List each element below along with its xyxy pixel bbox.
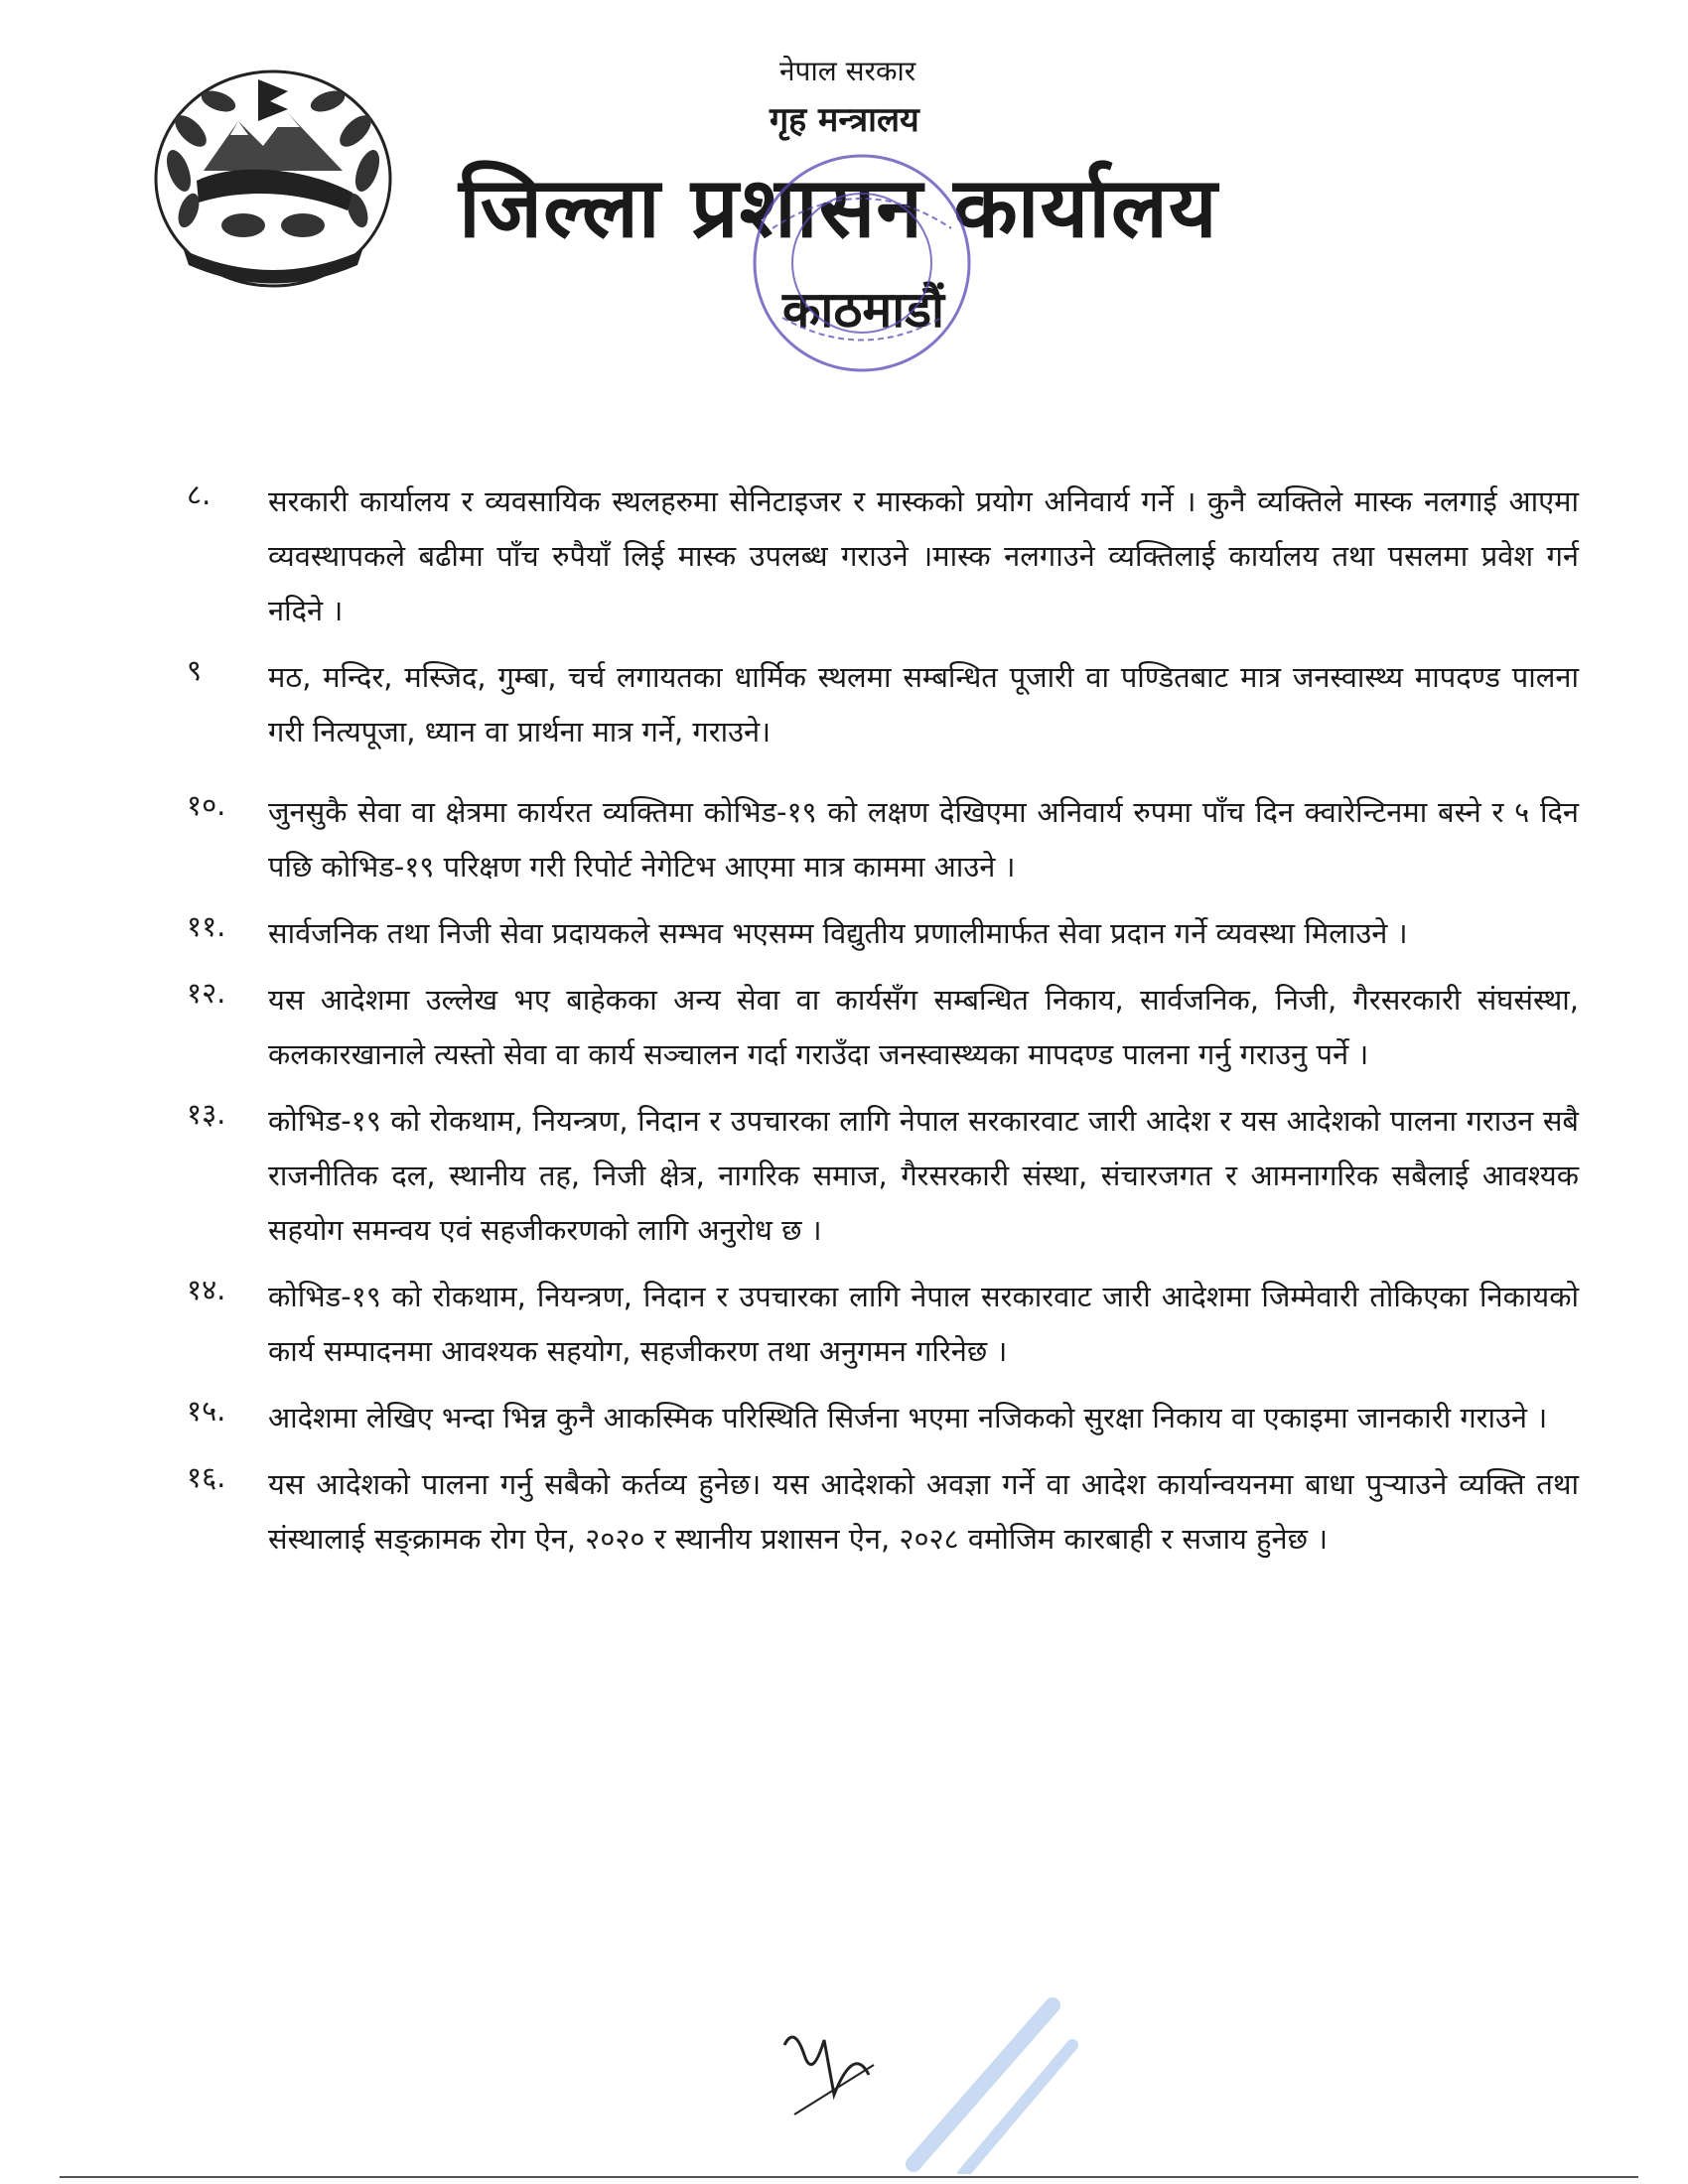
letterhead-city: काठमाडौं [782, 281, 944, 339]
item-text: जुनसुकै सेवा वा क्षेत्रमा कार्यरत व्यक्तिमा कोभिड-१९ को लक्षण देखिएमा अनिवार्य रुपमा पाँच दिन क्वारेन्टिनमा बस्ने र ५ दिन पछि कोभिड-१९ परिक्षण गरी रिपोर्ट नेगेटिभ आएमा मात्र काममा आउने । [268, 795, 1579, 884]
item-number: १५. [187, 1394, 226, 1428]
item-number: १६. [187, 1460, 226, 1494]
item-number: ९ [187, 653, 203, 687]
list-item [187, 906, 1579, 961]
item-number: १०. [187, 788, 226, 822]
item-number: ८. [187, 478, 211, 511]
list-item [187, 650, 1579, 759]
item-number: १२. [187, 976, 226, 1010]
item-text: यस आदेशमा उल्लेख भए बाहेकका अन्य सेवा वा कार्यसँग सम्बन्धित निकाय, सार्वजनिक, निजी, गैरसरकारी संघसंस्था, कलकारखानाले त्यस्तो सेवा वा कार्य सञ्चालन गर्दा गराउँदा जनस्वास्थ्यका मापदण्ड पालना गर्नु गराउनु पर्ने । [268, 983, 1579, 1071]
item-text: कोभिड-१९ को रोकथाम, नियन्त्रण, निदान र उपचारका लागि नेपाल सरकारवाट जारी आदेश र यस आदेशको पालना गराउन सबै राजनीतिक दल, स्थानीय तह, निजी क्षेत्र, नागरिक समाज, गैरसरकारी संस्था, संचारजगत र आमनागरिक सबैलाई आवश्यक सहयोग समन्वय एवं सहजीकरणको लागि अनुरोध छ । [268, 1104, 1579, 1247]
item-number: १३. [187, 1097, 226, 1131]
signature-stamp [765, 1985, 1082, 2174]
item-text: यस आदेशको पालना गर्नु सबैको कर्तव्य हुनेछ। यस आदेशको अवज्ञा गर्ने वा आदेश कार्यान्वयनमा बाधा पुर्‍याउने व्यक्ति तथा संस्थालाई सङ्क्रामक रोग ऐन, २०२० र स्थानीय प्रशासन ऐन, २०२८ वमोजिम कारबाही र सजाय हुनेछ । [268, 1467, 1579, 1556]
list-item [187, 1391, 1579, 1445]
order-items-list [187, 475, 1579, 1578]
list-item [187, 1270, 1579, 1379]
item-text: सरकारी कार्यालय र व्यवसायिक स्थलहरुमा सेनिटाइजर र मास्कको प्रयोग अनिवार्य गर्ने । कुनै व्यक्तिले मास्क नलगाई आएमा व्यवस्थापकले बढीमा पाँच रुपैयाँ लिई मास्क उपलब्ध गराउने ।मास्क नलगाउने व्यक्तिलाई कार्यालय तथा पसलमा प्रवेश गर्न नदिने । [268, 484, 1579, 627]
item-text: कोभिड-१९ को रोकथाम, नियन्त्रण, निदान र उपचारका लागि नेपाल सरकारवाट जारी आदेशमा जिम्मेवारी तोकिएका निकायको कार्य सम्पादनमा आवश्यक सहयोग, सहजीकरण तथा अनुगमन गरिनेछ । [268, 1280, 1579, 1368]
item-text: मठ, मन्दिर, मस्जिद, गुम्बा, चर्च लगायतका धार्मिक स्थलमा सम्बन्धित पूजारी वा पण्डितबाट मात्र जनस्वास्थ्य मापदण्ड पालना गरी नित्यपूजा, ध्यान वा प्रार्थना मात्र गर्ने, गराउने। [268, 660, 1579, 749]
list-item [187, 1457, 1579, 1567]
official-seal-stamp [713, 149, 1011, 377]
letterhead-office-title: जिल्ला प्रशासन कार्यालय [459, 159, 1218, 256]
item-text: सार्वजनिक तथा निजी सेवा प्रदायकले सम्भव भएसम्म विद्युतीय प्रणालीमार्फत सेवा प्रदान गर्ने व्यवस्था मिलाउने । [268, 916, 1408, 950]
list-item [187, 475, 1579, 638]
item-text: आदेशमा लेखिए भन्दा भिन्न कुनै आकस्मिक परिस्थिति सिर्जना भएमा नजिकको सुरक्षा निकाय वा एकाइमा जानकारी गराउने । [268, 1401, 1548, 1434]
letterhead-government: नेपाल सरकार [779, 55, 916, 87]
nepal-emblem-icon [149, 62, 397, 290]
list-item [187, 785, 1579, 894]
letterhead-ministry: गृह मन्त्रालय [770, 100, 919, 140]
footer-divider [60, 2176, 1638, 2178]
list-item [187, 973, 1579, 1082]
item-number: ११. [187, 909, 226, 943]
item-number: १४. [187, 1273, 226, 1306]
list-item [187, 1094, 1579, 1258]
